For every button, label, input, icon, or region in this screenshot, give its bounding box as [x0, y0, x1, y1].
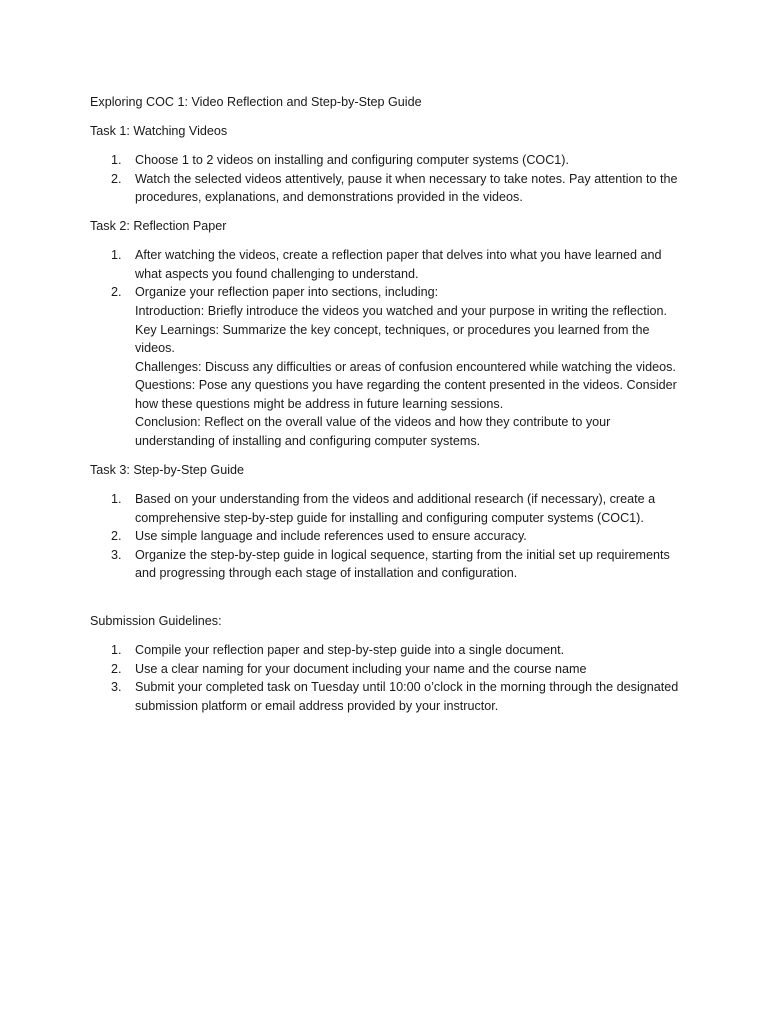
submission-heading: Submission Guidelines:	[90, 613, 222, 628]
list-text: Choose 1 to 2 videos on installing and configuring computer systems (COC1).	[135, 152, 569, 167]
section-key-learnings: Key Learnings: Summarize the key concept, techniques, or procedures you learned from the videos.	[135, 322, 650, 356]
task1-list	[90, 151, 690, 207]
list-text: Organize the step-by-step guide in logical sequence, starting from the initial set up requirements and progressing through each stage of installation and configuration.	[135, 547, 670, 581]
submission-list	[90, 641, 690, 715]
task3-heading: Task 3: Step-by-Step Guide	[90, 463, 245, 478]
list-number: 2.	[111, 661, 122, 676]
list-number: 1.	[111, 642, 122, 657]
list-text: Compile your reflection paper and step-by-step guide into a single document.	[135, 642, 565, 657]
list-number: 3.	[111, 547, 122, 562]
task1-heading: Task 1: Watching Videos	[90, 123, 228, 138]
list-item	[90, 660, 690, 679]
list-item	[90, 490, 690, 527]
list-item	[90, 546, 690, 583]
list-item	[90, 527, 690, 546]
list-item	[90, 151, 690, 170]
blank-line	[90, 593, 690, 612]
list-item	[90, 170, 690, 207]
list-text: Use a clear naming for your document including your name and the course name	[135, 661, 587, 676]
list-text: Organize your reflection paper into sections, including:	[135, 285, 439, 300]
section-questions: Questions: Pose any questions you have regarding the content presented in the videos. Consider how these questions might be address in future learning sessions.	[135, 378, 677, 411]
list-item	[90, 283, 690, 450]
list-number: 3.	[111, 680, 122, 695]
list-number: 2.	[111, 171, 122, 186]
list-text: After watching the videos, create a reflection paper that delves into what you have learned and what aspects you found challenging to understand.	[135, 248, 662, 281]
list-text: Watch the selected videos attentively, pause it when necessary to take notes. Pay attention to the procedures, explanations, and demonstrations provided in the videos.	[135, 171, 678, 205]
list-number: 1.	[111, 152, 122, 167]
task2-heading: Task 2: Reflection Paper	[90, 219, 227, 234]
list-item	[90, 678, 690, 715]
list-item	[90, 246, 690, 283]
list-text: Submit your completed task on Tuesday until 10:00 o’clock in the morning through the designated submission platform or email address provided by your instructor.	[135, 680, 679, 713]
task3-list	[90, 490, 690, 583]
section-conclusion: Conclusion: Reflect on the overall value of the videos and how they contribute to your understanding of installing and configuring computer systems.	[135, 415, 611, 449]
list-number: 2.	[111, 529, 122, 544]
list-number: 1.	[111, 248, 122, 263]
section-introduction: Introduction: Briefly introduce the videos you watched and your purpose in writing the reflection.	[135, 303, 668, 318]
list-item	[90, 641, 690, 660]
list-number: 1.	[111, 492, 122, 507]
document-page	[90, 93, 690, 726]
list-text: Use simple language and include references used to ensure accuracy.	[135, 529, 527, 544]
list-number: 2.	[111, 285, 122, 300]
document-title: Exploring COC 1: Video Reflection and Step-by-Step Guide	[90, 95, 422, 109]
task2-list	[90, 246, 690, 451]
list-text: Based on your understanding from the videos and additional research (if necessary), create a comprehensive step-by-step guide for installing and configuring computer systems (COC1).	[135, 492, 656, 525]
section-challenges: Challenges: Discuss any difficulties or areas of confusion encountered while watching the videos.	[135, 359, 676, 374]
